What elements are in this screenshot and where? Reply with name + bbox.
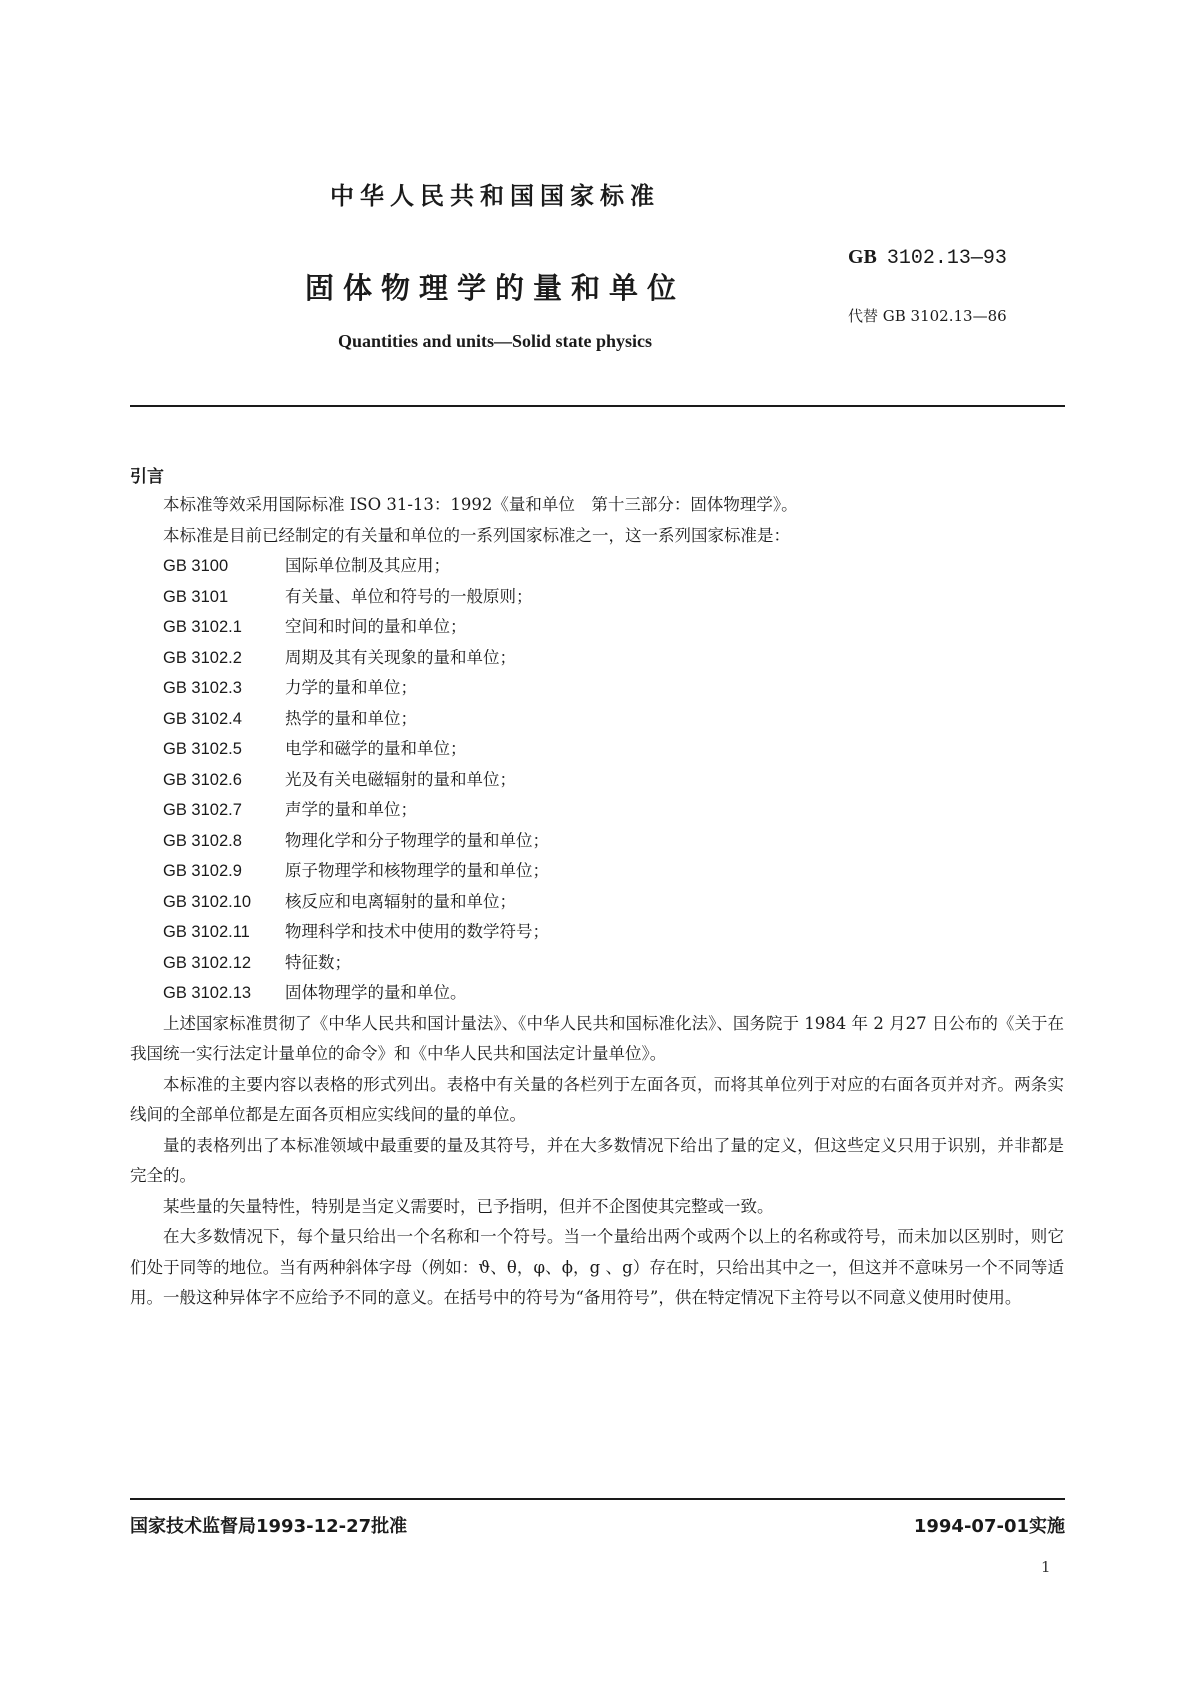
list-item [130,643,1064,674]
list-item [130,673,1064,704]
list-item-title: 物理科学和技术中使用的数学符号； [285,922,549,941]
header-divider [130,405,1065,407]
list-item [130,612,1064,643]
list-item-title: 物理化学和分子物理学的量和单位； [285,830,549,850]
list-item-code: GB 3102.3 [163,679,242,697]
list-item-code: GB 3102.7 [163,801,242,819]
list-item-title: 特征数； [285,952,351,972]
list-item [130,917,1064,948]
standard-prefix: GB [848,246,877,268]
replaces-standard: 代替 GB 3102.13—86 [848,307,1007,325]
list-item-code: GB 3101 [163,587,229,606]
list-item-code: GB 3102.13 [163,984,252,1002]
list-item-title: 核反应和电离辐射的量和单位； [285,891,516,911]
footer-divider [130,1498,1065,1500]
document-title-cn: 固体物理学的量和单位 [304,271,685,305]
list-item-title: 周期及其有关现象的量和单位； [285,647,516,667]
intro-paragraph-3: 上述国家标准贯彻了《中华人民共和国计量法》、《中华人民共和国标准化法》、国务院于 1984 年 2 月27 日公布的《关于在我国统一实行法定计量单位的命令》和《中华人民共和国法定计量单位》。 [130,1013,1064,1063]
intro-paragraph-5: 量的表格列出了本标准领域中最重要的量及其符号，并在大多数情况下给出了量的定义，但这些定义只用于识别，并非都是完全的。 [130,1135,1064,1185]
list-item-code: GB 3102.8 [163,831,242,850]
page-number: 1 [1041,1558,1051,1576]
list-item-code: GB 3102.1 [163,618,242,636]
list-item [130,887,1064,918]
intro-paragraph-1: 本标准等效采用国际标准 ISO 31-13：1992《量和单位 第十三部分：固体物理学》。 [163,495,798,514]
list-item-code: GB 3102.2 [163,648,242,667]
list-item-code: GB 3102.11 [163,923,250,941]
intro-paragraph-2: 本标准是目前已经制定的有关量和单位的一系列国家标准之一，这一系列国家标准是： [163,525,790,545]
list-item-title: 光及有关电磁辐射的量和单位； [285,769,516,789]
list-item [130,795,1064,826]
intro-paragraph-4: 本标准的主要内容以表格的形式列出。表格中有关量的各栏列于左面各页，而将其单位列于对应的右面各页并对齐。两条实线间的全部单位都是左面各页相应实线间的量的单位。 [130,1074,1064,1124]
list-item [130,948,1064,979]
list-item [130,978,1064,1009]
list-item [130,765,1064,796]
list-item-title: 国际单位制及其应用； [285,556,450,575]
list-item [130,551,1064,582]
list-item-code: GB 3102.9 [163,862,242,880]
list-item [130,734,1064,765]
list-item [130,856,1064,887]
standard-code: 3102.13—93 [886,247,1007,270]
list-item [130,582,1064,613]
list-item-title: 固体物理学的量和单位。 [285,983,467,1002]
list-item-title: 声学的量和单位； [285,800,417,819]
list-item-title: 有关量、单位和符号的一般原则； [285,586,533,606]
list-item-code: GB 3100 [163,557,229,575]
intro-paragraph-7: 在大多数情况下，每个量只给出一个名称和一个符号。当一个量给出两个或两个以上的名称或符号，而未加以区别时，则它们处于同等的地位。当有两种斜体字母（例如：ϑ、θ，φ、ϕ，g 、g）存在时，只给出其中之一，但这并不意味另一个不同等适用。一般这种异体字不应给予不同的意义。在括号中的符号为“备用符号”，供在特定情况下主符号以不同意义使用时使用。 [130,1227,1064,1307]
intro-paragraph-6: 某些量的矢量特性，特别是当定义需要时，已予指明，但并不企图使其完整或一致。 [163,1196,774,1216]
approval-statement: 国家技术监督局1993-12-27批准 [130,1516,408,1537]
list-item-title: 电学和磁学的量和单位； [285,739,467,758]
list-item [130,826,1064,857]
list-item-title: 热学的量和单位； [285,708,417,728]
list-item-code: GB 3102.10 [163,892,252,911]
list-item-title: 空间和时间的量和单位； [285,617,467,636]
section-heading-intro: 引言 [130,467,164,487]
list-item-code: GB 3102.5 [163,740,242,758]
list-item-title: 原子物理学和核物理学的量和单位； [285,861,549,880]
list-item-code: GB 3102.12 [163,953,252,972]
list-item-title: 力学的量和单位； [285,678,417,697]
list-item [130,704,1064,735]
standard-series-list [130,551,1064,1009]
effective-date: 1994-07-01实施 [913,1516,1065,1537]
document-title-en: Quantities and units—Solid state physics [337,331,653,351]
list-item-code: GB 3102.6 [163,770,242,789]
national-standard-label: 中华人民共和国国家标准 [330,182,660,210]
list-item-code: GB 3102.4 [163,709,242,728]
intro-body [130,490,1064,1314]
